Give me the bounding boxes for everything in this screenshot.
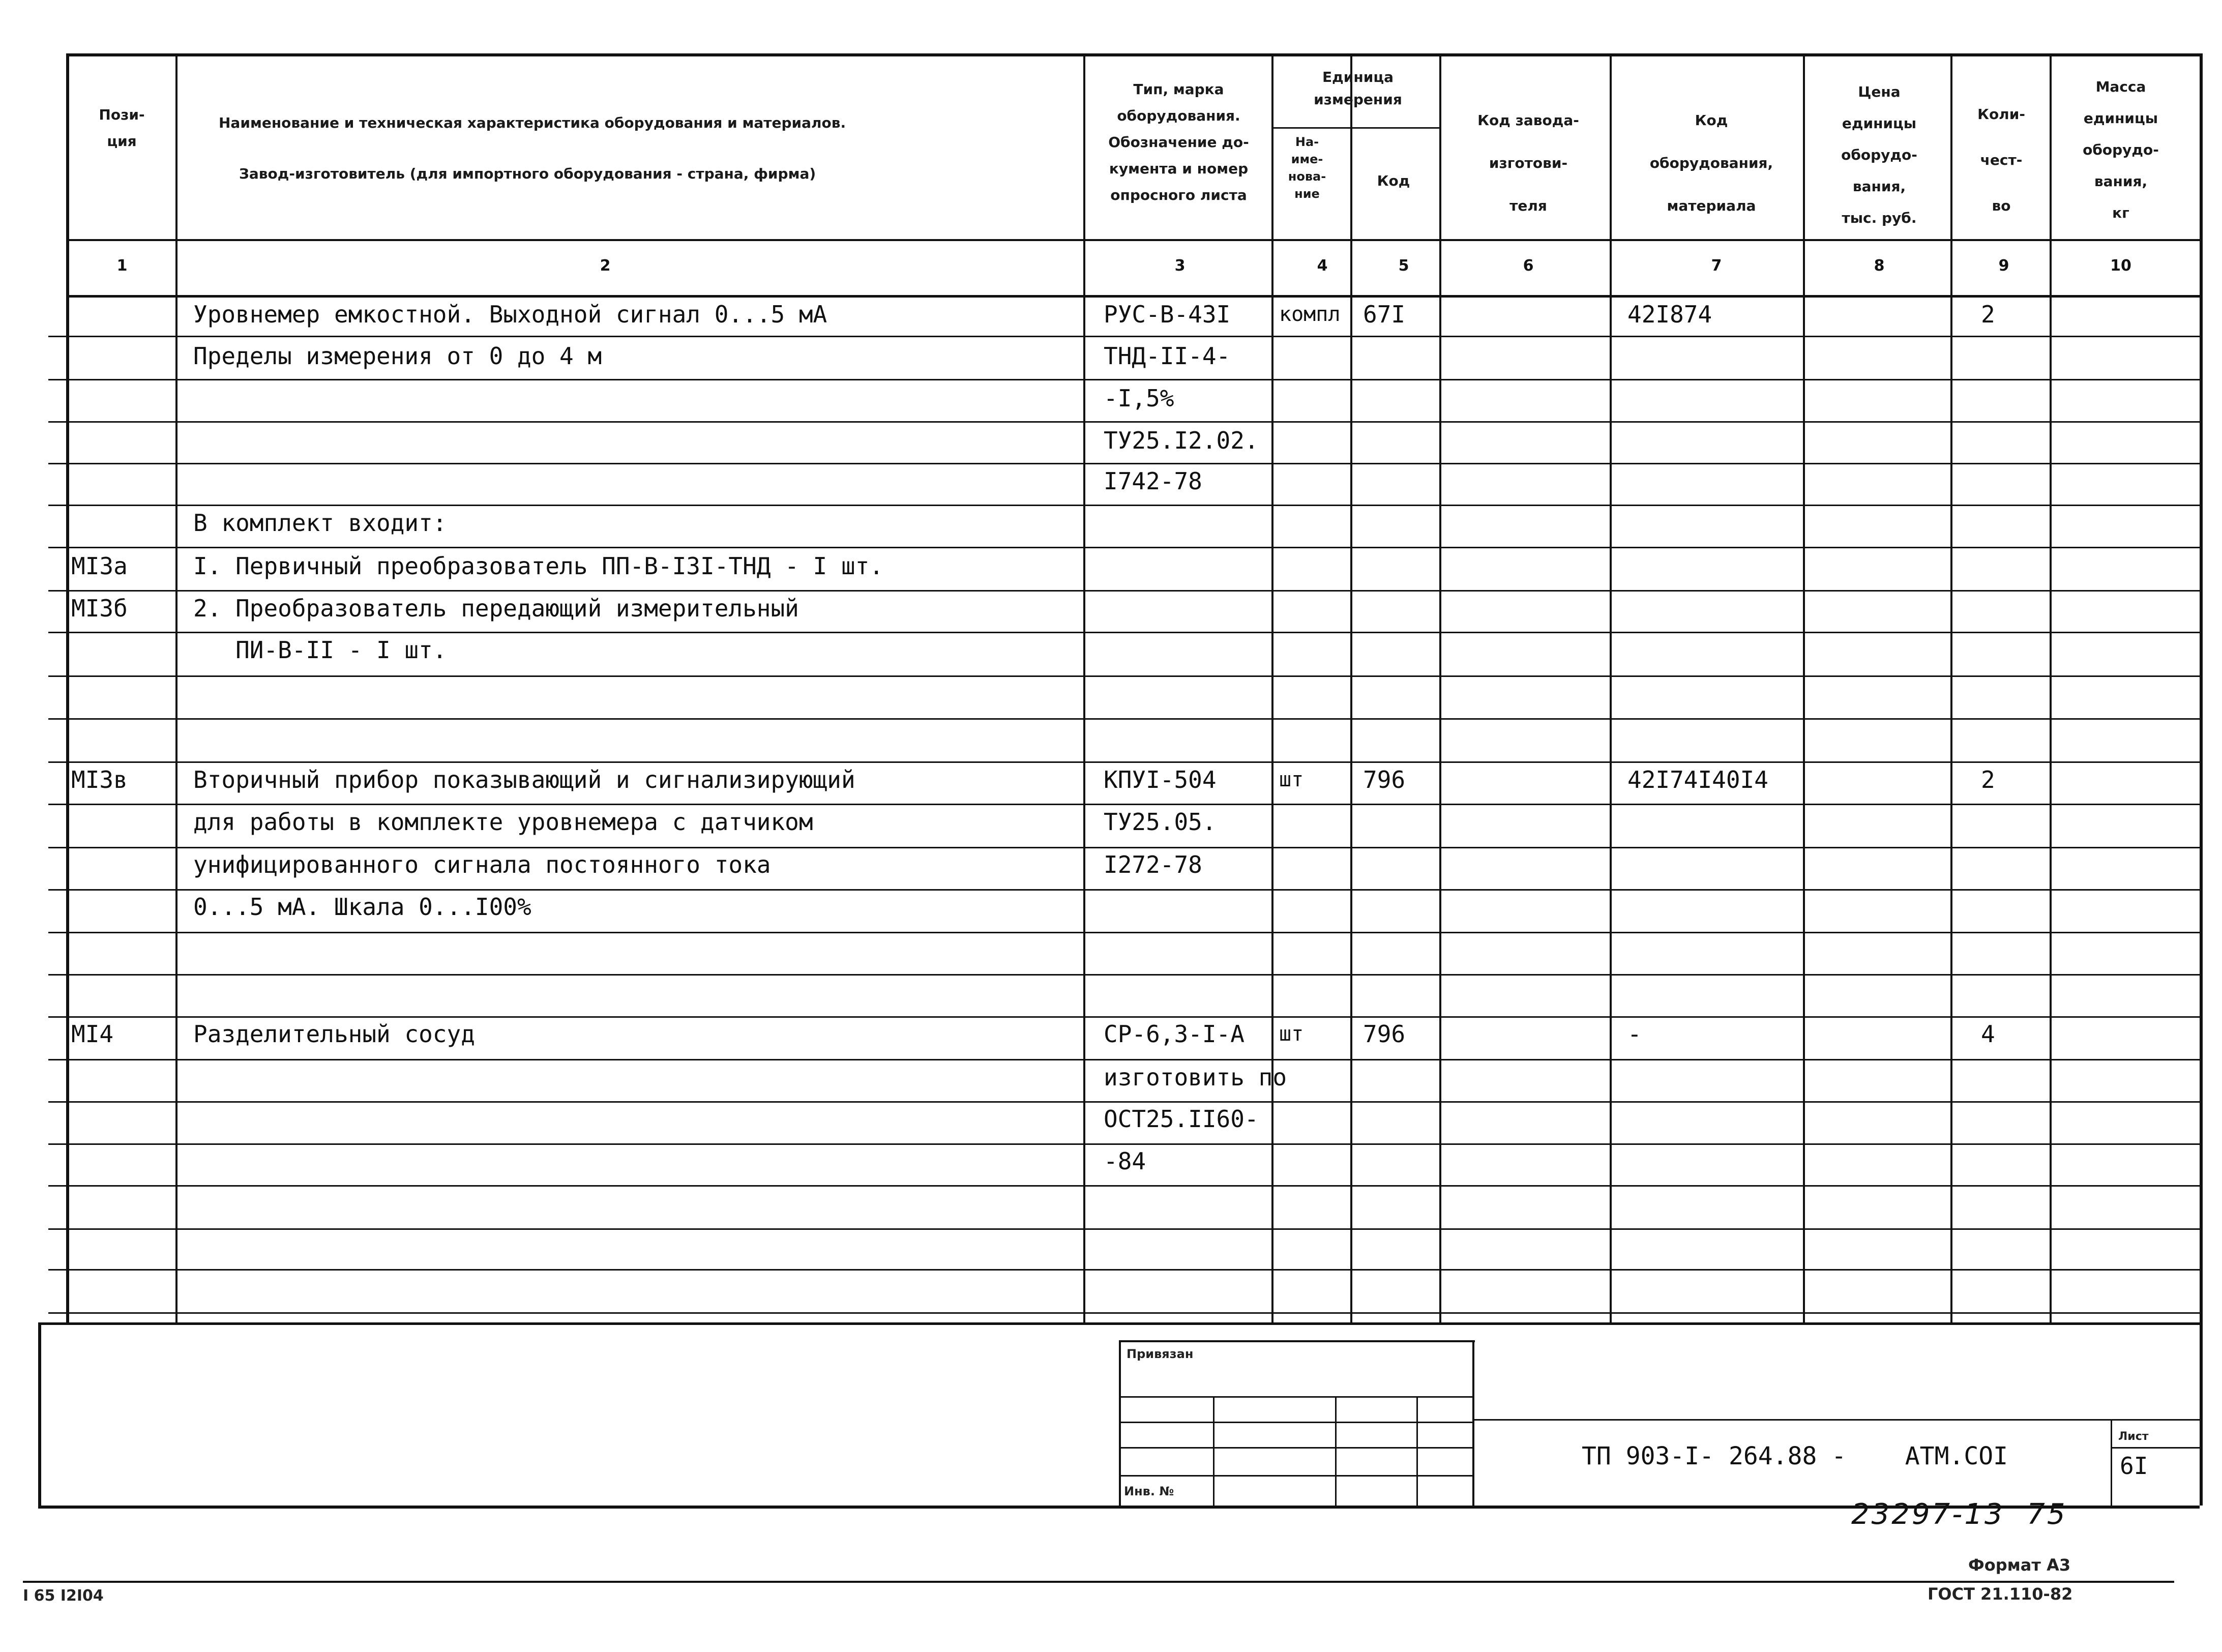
document-code: ТП 903-I- 264.88 - АТМ.СОI — [1582, 1442, 2008, 1470]
format-label: Формат А3 — [1968, 1555, 2071, 1575]
cell-name: В комплект входит: — [193, 509, 447, 537]
row-line — [48, 804, 2200, 805]
header-col3 — [1088, 76, 1269, 209]
stamp-line — [1119, 1340, 1475, 1342]
column-line — [1271, 53, 1273, 1322]
header-col3-line: опросного листа — [1110, 187, 1247, 203]
row-line — [48, 847, 2200, 848]
row-line — [48, 1059, 2200, 1060]
privyazan-label: Привязан — [1127, 1347, 1194, 1361]
row-line — [48, 1101, 2200, 1103]
cell-type: ОСТ25.II60- — [1104, 1105, 1259, 1133]
stamp-line — [1416, 1396, 1418, 1506]
cell-qty: 2 — [1981, 766, 1995, 793]
column-number: 6 — [1523, 257, 1534, 275]
header-col6-line: Код завода- — [1477, 112, 1579, 129]
cell-name: 0...5 мА. Шкала 0...I00% — [193, 893, 531, 921]
cell-name: Уровнемер емкостной. Выходной сигнал 0...5 мА — [193, 301, 827, 328]
header-col8 — [1803, 76, 1956, 234]
cell-unit: шт — [1279, 768, 1304, 791]
column-number: 9 — [1998, 257, 2009, 275]
row-line — [48, 1016, 2200, 1018]
header-col2-line: Наименование и техническая характеристика оборудования и материалов. — [219, 114, 846, 131]
column-line — [1610, 53, 1612, 1322]
column-line — [2050, 53, 2052, 1322]
row-line — [48, 421, 2200, 423]
cell-name: 2. Преобразователь передающий измерительный — [193, 595, 799, 622]
header-bottom-line — [66, 239, 2200, 241]
cell-code: 67I — [1363, 301, 1406, 328]
header-col7 — [1617, 99, 1805, 227]
cell-eqcode: 42I74I40I4 — [1627, 766, 1768, 793]
cell-type: I742-78 — [1104, 467, 1202, 495]
row-line — [48, 761, 2200, 763]
stamp-line — [1119, 1447, 1472, 1449]
row-line — [48, 1312, 2200, 1314]
cell-name: Пределы измерения от 0 до 4 м — [193, 342, 602, 370]
cell-name: ПИ-В-II - I шт. — [193, 636, 447, 664]
cell-pos: МI3б — [71, 595, 128, 622]
header-col4-line: нова- — [1288, 169, 1326, 184]
cell-type: ТУ25.I2.02. — [1104, 427, 1259, 454]
cell-name: Разделительный сосуд — [193, 1020, 475, 1048]
cell-eqcode: - — [1627, 1020, 1642, 1048]
header-col5: Код — [1377, 172, 1410, 189]
print-code: I 65 I2I04 — [23, 1587, 104, 1605]
header-col10-line: кг — [2112, 204, 2129, 221]
sheet-number: 6I — [2120, 1452, 2148, 1480]
row-line — [48, 932, 2200, 933]
header-col1-line: ция — [107, 133, 137, 150]
row-line — [48, 1228, 2200, 1230]
column-number: 4 — [1317, 257, 1328, 275]
row-line — [48, 505, 2200, 506]
cell-type: ТНД-II-4- — [1104, 342, 1231, 370]
column-line — [175, 53, 177, 1322]
units-divider — [1271, 127, 1439, 129]
frame-left — [38, 1322, 41, 1506]
header-col8-line: оборудо- — [1841, 146, 1917, 163]
header-col1 — [67, 102, 176, 155]
stamp-line — [1472, 1340, 1474, 1506]
header-col6-line: изготови- — [1489, 155, 1568, 171]
cell-unit: шт — [1279, 1022, 1304, 1046]
column-line — [1950, 53, 1952, 1322]
number-row-line — [66, 295, 2200, 298]
cell-type: -84 — [1104, 1147, 1146, 1175]
table-top-border — [66, 53, 2200, 56]
row-line — [48, 1185, 2200, 1187]
stamp-line — [2111, 1419, 2112, 1506]
column-line — [1083, 53, 1085, 1322]
header-col10-line: единицы — [2083, 110, 2158, 127]
header-col7-line: оборудования, — [1649, 155, 1773, 171]
cell-code: 796 — [1363, 766, 1406, 793]
header-col10-line: вания, — [2094, 173, 2148, 190]
header-col4 — [1271, 133, 1343, 202]
cell-pos: МI3в — [71, 766, 128, 793]
header-col8-line: вания, — [1852, 178, 1906, 195]
header-col2 — [183, 98, 1078, 199]
cell-code: 796 — [1363, 1020, 1406, 1048]
cell-pos: МI4 — [71, 1020, 114, 1048]
column-number: 7 — [1711, 257, 1722, 275]
header-col10-line: оборудо- — [2083, 141, 2159, 158]
header-col3-line: оборудования. — [1117, 107, 1240, 124]
column-line — [1439, 53, 1441, 1322]
handwritten-number: 23297-13 75 — [1851, 1498, 2067, 1531]
cell-pos: МI3а — [71, 552, 128, 580]
stamp-line — [2111, 1447, 2200, 1449]
column-line — [2200, 53, 2203, 1322]
column-number: 1 — [116, 257, 128, 275]
row-line — [48, 379, 2200, 380]
header-col7-line: материала — [1667, 197, 1756, 214]
row-line — [48, 336, 2200, 337]
stamp-line — [1472, 1419, 2200, 1421]
cell-qty: 4 — [1981, 1020, 1995, 1048]
header-col9-line: Коли- — [1977, 106, 2025, 123]
cell-unit: компл — [1279, 303, 1341, 326]
stamp-line — [1335, 1396, 1337, 1506]
frame-right — [2200, 1322, 2203, 1506]
cell-type: РУС-В-43I — [1104, 301, 1231, 328]
header-col4-line: ние — [1294, 187, 1320, 201]
header-col9-line: чест- — [1980, 152, 2023, 168]
column-line — [1803, 53, 1805, 1322]
row-line — [48, 590, 2200, 592]
row-line — [48, 1269, 2200, 1271]
header-col10-line: Масса — [2095, 78, 2146, 95]
header-col7-line: Код — [1695, 112, 1728, 129]
header-units-group — [1277, 66, 1439, 111]
header-col9-line: во — [1992, 197, 2011, 214]
cell-name: для работы в комплекте уровнемера с датчиком — [193, 808, 813, 836]
cell-name: Вторичный прибор показывающий и сигнализирующий — [193, 766, 855, 793]
row-line — [48, 1143, 2200, 1145]
header-col2-line: Завод-изготовитель (для импортного оборудования - страна, фирма) — [239, 165, 816, 182]
cell-type: СР-6,3-I-А — [1104, 1020, 1245, 1048]
header-col9 — [1953, 92, 2050, 229]
column-number: 8 — [1874, 257, 1885, 275]
cell-type: изготовить по — [1104, 1064, 1287, 1091]
header-units-line: Единица — [1322, 69, 1394, 85]
footer-rule — [23, 1581, 2174, 1583]
cell-type: I272-78 — [1104, 851, 1202, 878]
row-line — [48, 889, 2200, 891]
cell-name: унифицированного сигнала постоянного тока — [193, 851, 771, 878]
cell-type: КПУI-504 — [1104, 766, 1217, 793]
cell-name: I. Первичный преобразователь ПП-В-I3I-ТНД - I шт. — [193, 552, 884, 580]
cell-type: -I,5% — [1104, 385, 1174, 412]
stamp-line — [1213, 1396, 1214, 1506]
header-col8-line: тыс. руб. — [1842, 210, 1917, 226]
row-line — [48, 547, 2200, 548]
cell-type: ТУ25.05. — [1104, 808, 1217, 836]
row-line — [48, 718, 2200, 720]
row-line — [48, 632, 2200, 633]
row-line — [48, 675, 2200, 677]
header-col6 — [1439, 99, 1617, 227]
header-units-line: измерения — [1314, 91, 1402, 108]
stamp-line — [1119, 1475, 1472, 1477]
stamp-line — [1119, 1396, 1472, 1398]
row-line — [48, 463, 2200, 464]
header-col4-line: На- — [1295, 135, 1319, 149]
inv-label: Инв. № — [1124, 1484, 1174, 1498]
column-number: 2 — [600, 257, 611, 275]
header-col4-line: име- — [1291, 152, 1323, 166]
column-line — [1350, 53, 1352, 1322]
sheet-label: Лист — [2118, 1430, 2149, 1443]
column-number: 10 — [2110, 257, 2131, 275]
header-col8-line: единицы — [1842, 115, 1917, 132]
header-col6-line: теля — [1509, 197, 1547, 214]
gost-label: ГОСТ 21.110-82 — [1928, 1584, 2073, 1604]
cell-eqcode: 42I874 — [1627, 301, 1712, 328]
cell-qty: 2 — [1981, 301, 1995, 328]
header-col8-line: Цена — [1858, 83, 1901, 100]
table-bottom-line — [38, 1322, 2200, 1325]
column-line — [66, 53, 69, 1322]
stamp-line — [1119, 1422, 1472, 1423]
header-col3-line: кумента и номер — [1109, 160, 1249, 177]
header-col10 — [2050, 71, 2192, 229]
header-col3-line: Тип, марка — [1133, 81, 1224, 98]
column-number: 5 — [1398, 257, 1409, 275]
column-number: 3 — [1174, 257, 1186, 275]
header-col3-line: Обозначение до- — [1108, 134, 1249, 151]
header-col1-line: Пози- — [99, 106, 145, 123]
row-line — [48, 974, 2200, 976]
